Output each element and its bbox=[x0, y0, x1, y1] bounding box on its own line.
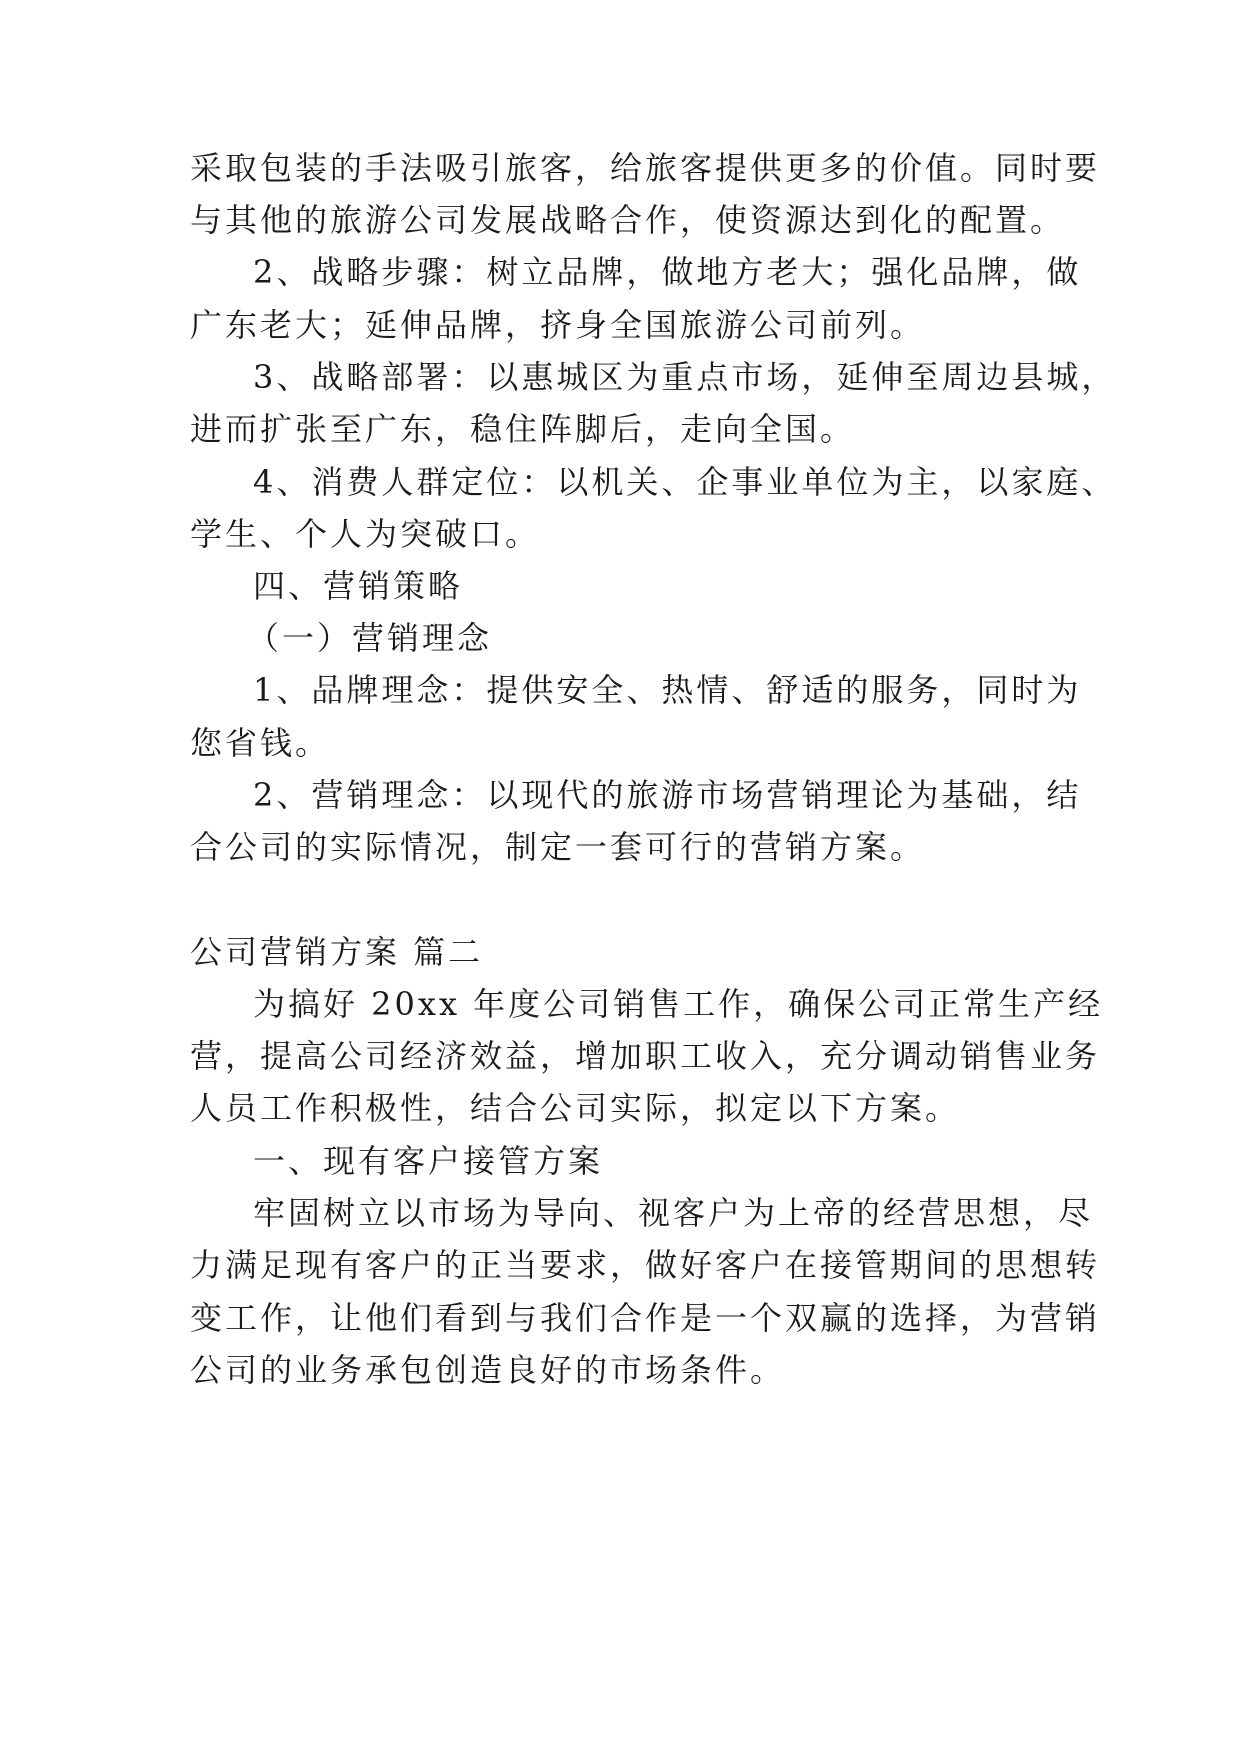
paragraph-line: 4、消费人群定位：以机关、企事业单位为主，以家庭、 bbox=[253, 463, 1117, 501]
paragraph-line: 变工作，让他们看到与我们合作是一个双赢的选择，为营销 bbox=[190, 1299, 1101, 1337]
paragraph-line: 力满足现有客户的正当要求，做好客户在接管期间的思想转 bbox=[190, 1246, 1101, 1284]
paragraph-line: 1、品牌理念：提供安全、热情、舒适的服务，同时为 bbox=[253, 671, 1082, 709]
paragraph-line: 2、战略步骤：树立品牌，做地方老大；强化品牌，做 bbox=[253, 253, 1082, 291]
paragraph-line: 与其他的旅游公司发展战略合作，使资源达到化的配置。 bbox=[190, 201, 1066, 239]
paragraph-line: 营，提高公司经济效益，增加职工收入，充分调动销售业务 bbox=[190, 1037, 1101, 1075]
paragraph-line: 进而扩张至广东，稳住阵脚后，走向全国。 bbox=[190, 410, 856, 448]
paragraph-line: 广东老大；延伸品牌，挤身全国旅游公司前列。 bbox=[190, 306, 926, 344]
section-heading: 一、现有客户接管方案 bbox=[253, 1142, 604, 1180]
paragraph-line: 3、战略部署：以惠城区为重点市场，延伸至周边县城， bbox=[253, 358, 1117, 396]
paragraph-line: 学生、个人为突破口。 bbox=[190, 515, 541, 553]
paragraph-line: 人员工作积极性，结合公司实际，拟定以下方案。 bbox=[190, 1089, 961, 1127]
subsection-heading: （一）营销理念 bbox=[247, 619, 493, 657]
paragraph-line: 您省钱。 bbox=[190, 724, 331, 762]
paragraph-line: 牢固树立以市场为导向、视客户为上帝的经营思想，尽 bbox=[253, 1194, 1094, 1232]
section-heading: 四、营销策略 bbox=[253, 567, 464, 605]
document-subtitle: 公司营销方案 篇二 bbox=[190, 933, 484, 971]
paragraph-line: 采取包装的手法吸引旅客，给旅客提供更多的价值。同时要 bbox=[190, 149, 1101, 187]
paragraph-line: 合公司的实际情况，制定一套可行的营销方案。 bbox=[190, 828, 926, 866]
paragraph-line: 公司的业务承包创造良好的市场条件。 bbox=[190, 1351, 786, 1389]
paragraph-line: 为搞好 20xx 年度公司销售工作，确保公司正常生产经 bbox=[253, 985, 1104, 1023]
paragraph-line: 2、营销理念：以现代的旅游市场营销理论为基础，结 bbox=[253, 776, 1082, 814]
